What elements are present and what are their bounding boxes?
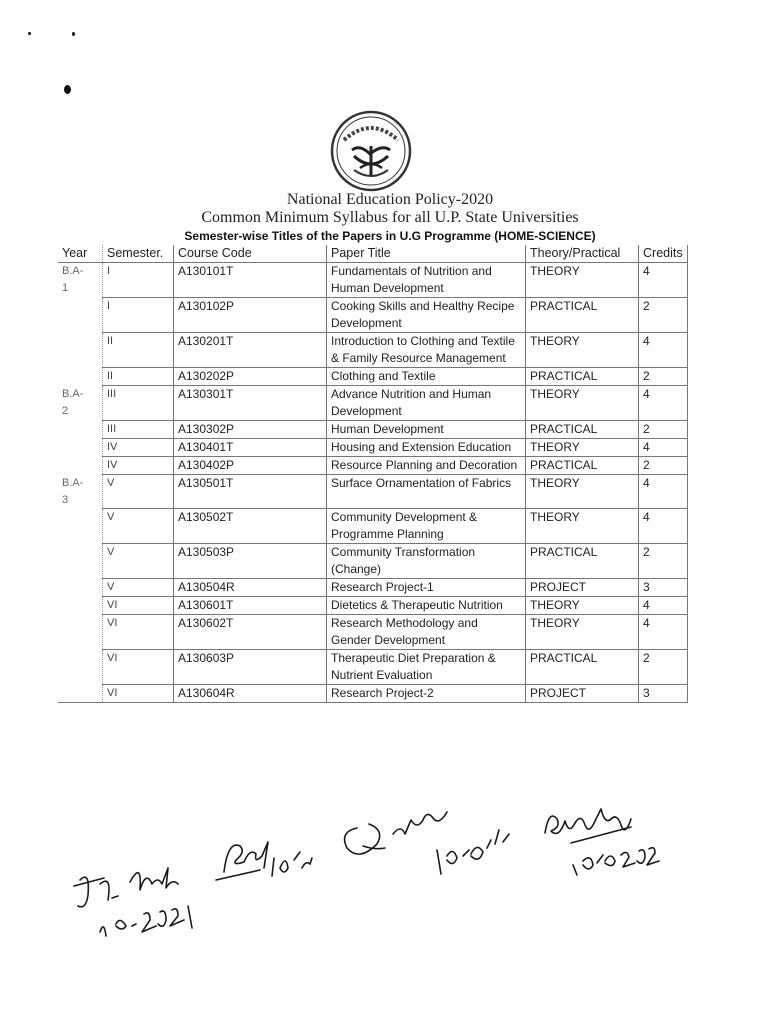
document-subtitle: Common Minimum Syllabus for all U.P. State Universities xyxy=(201,209,579,226)
paper-title-cell: Fundamentals of Nutrition and Human Development xyxy=(327,263,526,298)
semester-cell: V xyxy=(103,475,174,509)
credits-cell: 4 xyxy=(639,439,688,457)
type-cell: THEORY xyxy=(526,475,639,509)
paper-title-cell: Advance Nutrition and Human Development xyxy=(327,386,526,421)
semester-cell: II xyxy=(103,333,174,368)
table-row xyxy=(58,333,688,368)
year-cell xyxy=(58,333,103,368)
year-cell xyxy=(58,615,103,650)
credits-cell: 3 xyxy=(639,685,688,703)
type-cell: THEORY xyxy=(526,509,639,544)
signature-1 xyxy=(60,840,230,950)
header-semester: Semester. xyxy=(103,245,174,263)
course-code-cell: A130102P xyxy=(174,298,327,333)
credits-cell: 2 xyxy=(639,421,688,439)
semester-cell: IV xyxy=(103,439,174,457)
header-year: Year xyxy=(58,245,103,263)
type-cell: THEORY xyxy=(526,386,639,421)
table-row xyxy=(58,263,688,298)
paper-title-cell: Surface Ornamentation of Fabrics xyxy=(327,475,526,509)
scan-speck xyxy=(64,85,71,94)
table-header-row xyxy=(58,245,688,263)
credits-cell: 4 xyxy=(639,509,688,544)
year-cell xyxy=(58,421,103,439)
semester-cell: VI xyxy=(103,597,174,615)
year-cell: B.A- 3 xyxy=(62,476,84,506)
credits-cell: 4 xyxy=(639,386,688,421)
credits-cell: 2 xyxy=(639,457,688,475)
credits-cell: 4 xyxy=(639,263,688,298)
paper-title-cell: Cooking Skills and Healthy Recipe Development xyxy=(327,298,526,333)
credits-cell: 4 xyxy=(639,333,688,368)
semester-cell: IV xyxy=(103,457,174,475)
header-paper-title: Paper Title xyxy=(327,245,526,263)
table-row xyxy=(58,386,688,421)
credits-cell: 3 xyxy=(639,579,688,597)
signature-4 xyxy=(535,795,665,880)
semester-cell: V xyxy=(103,509,174,544)
course-code-cell: A130301T xyxy=(174,386,327,421)
type-cell: PRACTICAL xyxy=(526,457,639,475)
course-code-cell: A130604R xyxy=(174,685,327,703)
paper-title-cell: Research Project-1 xyxy=(327,579,526,597)
type-cell: PRACTICAL xyxy=(526,650,639,685)
type-cell: PROJECT xyxy=(526,685,639,703)
semester-cell: III xyxy=(103,386,174,421)
type-cell: PROJECT xyxy=(526,579,639,597)
up-government-emblem xyxy=(330,110,412,192)
credits-cell: 4 xyxy=(639,597,688,615)
course-code-cell: A130101T xyxy=(174,263,327,298)
credits-cell: 2 xyxy=(639,544,688,579)
credits-cell: 4 xyxy=(639,615,688,650)
type-cell: PRACTICAL xyxy=(526,298,639,333)
credits-cell: 2 xyxy=(639,368,688,386)
table-row xyxy=(58,368,688,386)
paper-title-cell: Introduction to Clothing and Textile & Family Resource Management xyxy=(327,333,526,368)
paper-title-cell: Community Development & Programme Planning xyxy=(327,509,526,544)
table-body xyxy=(58,263,688,703)
type-cell: PRACTICAL xyxy=(526,421,639,439)
course-code-cell: A130401T xyxy=(174,439,327,457)
table-row xyxy=(58,544,688,579)
scan-speck xyxy=(72,32,75,36)
header-course-code: Course Code xyxy=(174,245,327,263)
year-cell xyxy=(58,457,103,475)
course-code-cell: A130302P xyxy=(174,421,327,439)
year-cell xyxy=(58,368,103,386)
semester-cell: V xyxy=(103,579,174,597)
table-row xyxy=(58,439,688,457)
syllabus-table xyxy=(58,245,688,703)
year-cell xyxy=(58,509,103,544)
year-cell: B.A- 2 xyxy=(62,387,84,417)
course-code-cell: A130603P xyxy=(174,650,327,685)
table-row xyxy=(58,421,688,439)
table-row xyxy=(58,509,688,544)
semester-cell: VI xyxy=(103,615,174,650)
table-row xyxy=(58,298,688,333)
header-type: Theory/Practical xyxy=(526,245,639,263)
paper-title-cell: Housing and Extension Education xyxy=(327,439,526,457)
type-cell: PRACTICAL xyxy=(526,544,639,579)
type-cell: THEORY xyxy=(526,597,639,615)
credits-cell: 2 xyxy=(639,650,688,685)
type-cell: PRACTICAL xyxy=(526,368,639,386)
document-title: National Education Policy-2020 xyxy=(286,191,494,208)
semester-cell: V xyxy=(103,544,174,579)
semester-cell: VI xyxy=(103,685,174,703)
paper-title-cell: Research Methodology and Gender Development xyxy=(327,615,526,650)
year-cell xyxy=(58,597,103,615)
signature-2 xyxy=(210,820,340,900)
table-row xyxy=(58,685,688,703)
year-cell xyxy=(58,298,103,333)
type-cell: THEORY xyxy=(526,263,639,298)
year-cell: B.A- 1 xyxy=(62,265,84,294)
course-code-cell: A130402P xyxy=(174,457,327,475)
credits-cell: 2 xyxy=(639,298,688,333)
semester-cell: II xyxy=(103,368,174,386)
year-cell xyxy=(58,579,103,597)
course-code-cell: A130503P xyxy=(174,544,327,579)
type-cell: THEORY xyxy=(526,333,639,368)
year-cell xyxy=(58,685,103,703)
table-row xyxy=(58,475,688,509)
table-row xyxy=(58,650,688,685)
signature-3 xyxy=(335,790,525,880)
paper-title-cell: Community Transformation (Change) xyxy=(327,544,526,579)
semester-cell: I xyxy=(103,298,174,333)
paper-title-cell: Human Development xyxy=(327,421,526,439)
paper-title-cell: Dietetics & Therapeutic Nutrition xyxy=(327,597,526,615)
paper-title-cell: Research Project-2 xyxy=(327,685,526,703)
paper-title-cell: Therapeutic Diet Preparation & Nutrient Evaluation xyxy=(327,650,526,685)
semester-cell: VI xyxy=(103,650,174,685)
scan-speck xyxy=(28,32,31,35)
course-code-cell: A130202P xyxy=(174,368,327,386)
semester-cell: III xyxy=(103,421,174,439)
course-code-cell: A130601T xyxy=(174,597,327,615)
table-row xyxy=(58,457,688,475)
course-code-cell: A130502T xyxy=(174,509,327,544)
year-cell xyxy=(58,544,103,579)
table-row xyxy=(58,579,688,597)
course-code-cell: A130501T xyxy=(174,475,327,509)
year-cell xyxy=(58,650,103,685)
table-caption: Semester-wise Titles of the Papers in U.G Programme (HOME-SCIENCE) xyxy=(184,229,596,243)
header-credits: Credits xyxy=(639,245,688,263)
course-code-cell: A130201T xyxy=(174,333,327,368)
credits-cell: 4 xyxy=(639,475,688,509)
course-code-cell: A130602T xyxy=(174,615,327,650)
paper-title-cell: Resource Planning and Decoration xyxy=(327,457,526,475)
table-row xyxy=(58,597,688,615)
year-cell xyxy=(58,439,103,457)
type-cell: THEORY xyxy=(526,615,639,650)
table-row xyxy=(58,615,688,650)
course-code-cell: A130504R xyxy=(174,579,327,597)
type-cell: THEORY xyxy=(526,439,639,457)
semester-cell: I xyxy=(103,263,174,298)
paper-title-cell: Clothing and Textile xyxy=(327,368,526,386)
